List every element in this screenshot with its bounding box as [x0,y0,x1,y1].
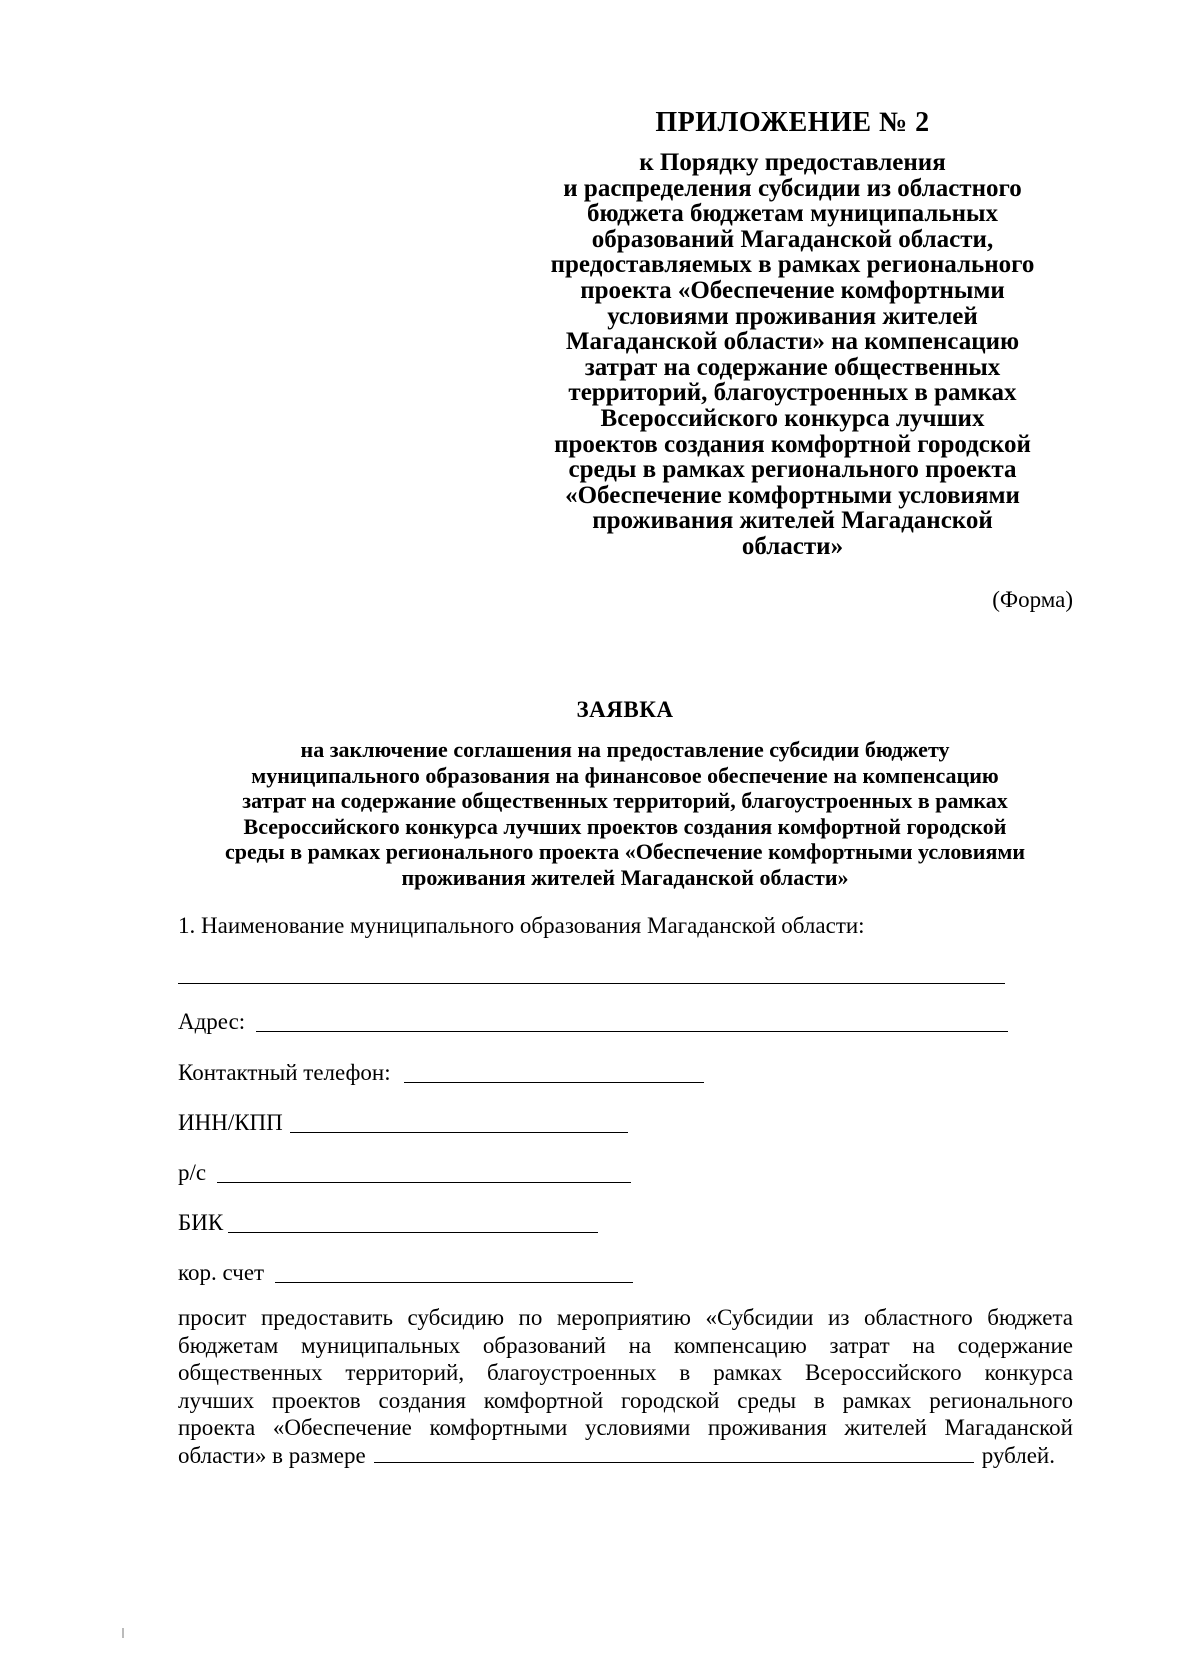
appendix-line: области» [741,532,844,560]
subtitle-line: муниципального образования на финансовое обеспечение на компенсацию [251,762,999,788]
body-line: общественных территорий, благоустроенных в рамках Всероссийского конкурса [178,1360,1073,1386]
body-last-line [178,1442,1073,1470]
body-line: просит предоставить субсидию по мероприятию «Субсидии из областного бюджета [178,1305,1073,1330]
account-blank[interactable] [217,1182,631,1183]
amount-prefix: области» в размере [178,1442,366,1468]
account-label: р/с [178,1160,207,1185]
appendix-line: предоставляемых в рамках регионального [550,251,1035,279]
inn-kpp-label: ИНН/КПП [178,1110,283,1135]
appendix-line: условиями проживания жителей [607,302,978,330]
subtitle-line: на заключение соглашения на предоставление субсидии бюджету [300,737,950,762]
amount-blank[interactable] [374,1442,974,1463]
appendix-line: проектов создания комфортной городской [554,430,1031,458]
appendix-description [520,150,1065,560]
body-line: проекта «Обеспечение комфортными условиями проживания жителей Магаданской [178,1415,1073,1441]
request-subtitle [170,737,1080,890]
subtitle-line: среды в рамках регионального проекта «Обеспечение комфортными условиями [224,839,1026,864]
request-body [178,1304,1073,1470]
bik-label: БИК [178,1210,224,1235]
appendix-line: «Обеспечение комфортными условиями [565,481,1020,509]
appendix-line: к Порядку предоставления [639,149,946,176]
amount-suffix: рублей. [981,1442,1055,1468]
appendix-line: Всероссийского конкурса лучших [600,404,985,432]
appendix-line: проекта «Обеспечение комфортными [580,276,1005,304]
inn-kpp-blank[interactable] [290,1132,628,1133]
request-title: ЗАЯВКА [576,697,674,722]
phone-blank[interactable] [404,1082,704,1083]
appendix-line: и распределения субсидии из областного [563,174,1022,202]
municipality-label: 1. Наименование муниципального образования Магаданской области: [178,913,865,938]
form-note: (Форма) [992,587,1073,612]
appendix-line: среды в рамках регионального проекта [568,456,1017,484]
body-line: лучших проектов создания комфортной городской среды в рамках регионального [178,1387,1073,1413]
appendix-title: ПРИЛОЖЕНИЕ № 2 [655,107,930,138]
appendix-line: проживания жителей Магаданской [592,507,993,535]
address-blank[interactable] [256,1031,1008,1032]
subtitle-line: затрат на содержание общественных территорий, благоустроенных в рамках [242,788,1008,813]
appendix-line: территорий, благоустроенных в рамках [568,379,1017,407]
appendix-header [520,106,1065,560]
appendix-line: образований Магаданской области, [591,225,994,253]
municipality-blank[interactable] [178,983,1005,984]
subtitle-line: Всероссийского конкурса лучших проектов создания комфортной городской [243,813,1007,839]
appendix-line: Магаданской области» на компенсацию [565,328,1020,356]
corr-account-blank[interactable] [275,1282,633,1283]
subtitle-line: проживания жителей Магаданской области» [401,864,849,890]
address-label: Адрес: [178,1009,246,1034]
scan-mark [122,1628,124,1638]
bik-blank[interactable] [228,1232,598,1233]
appendix-line: бюджета бюджетам муниципальных [586,200,999,228]
appendix-line: затрат на содержание общественных [584,353,1001,381]
corr-account-label: кор. счет [178,1260,265,1285]
phone-label: Контактный телефон: [178,1060,391,1085]
body-line: бюджетам муниципальных образований на компенсацию затрат на содержание [178,1332,1073,1358]
